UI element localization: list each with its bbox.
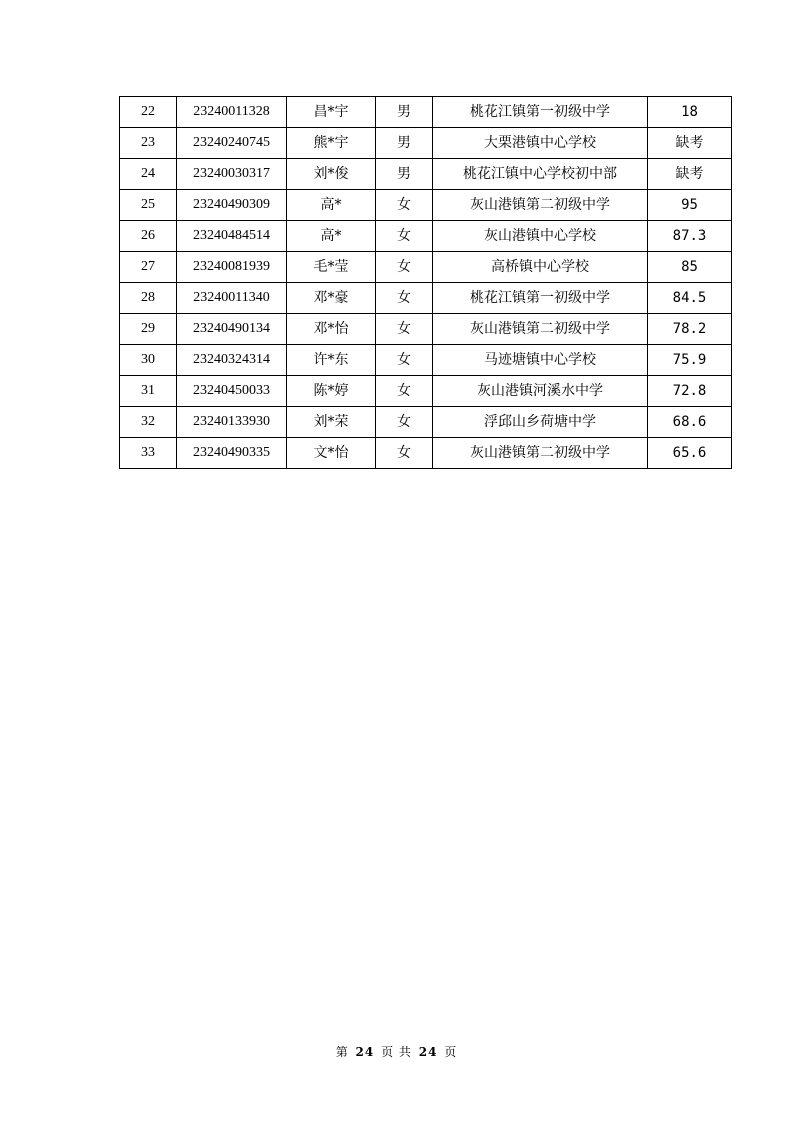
cell-gender: 女 bbox=[376, 438, 433, 469]
table-row bbox=[120, 97, 732, 128]
cell-school: 灰山港镇河溪水中学 bbox=[433, 376, 648, 407]
cell-score: 95 bbox=[648, 190, 732, 221]
cell-student-name: 邓*豪 bbox=[287, 283, 376, 314]
cell-seq-no: 29 bbox=[120, 314, 177, 345]
table-row bbox=[120, 159, 732, 190]
cell-school: 马迹塘镇中心学校 bbox=[433, 345, 648, 376]
cell-seq-no: 23 bbox=[120, 128, 177, 159]
cell-seq-no: 26 bbox=[120, 221, 177, 252]
cell-school: 灰山港镇第二初级中学 bbox=[433, 190, 648, 221]
cell-seq-no: 31 bbox=[120, 376, 177, 407]
cell-gender: 女 bbox=[376, 190, 433, 221]
cell-student-name: 文*怡 bbox=[287, 438, 376, 469]
cell-seq-no: 32 bbox=[120, 407, 177, 438]
table-row bbox=[120, 221, 732, 252]
table-body bbox=[120, 97, 732, 469]
cell-score: 84.5 bbox=[648, 283, 732, 314]
cell-gender: 男 bbox=[376, 97, 433, 128]
results-table bbox=[119, 96, 732, 469]
cell-school: 桃花江镇中心学校初中部 bbox=[433, 159, 648, 190]
cell-gender: 女 bbox=[376, 407, 433, 438]
cell-exam-id: 23240133930 bbox=[177, 407, 287, 438]
cell-exam-id: 23240450033 bbox=[177, 376, 287, 407]
cell-school: 桃花江镇第一初级中学 bbox=[433, 283, 648, 314]
cell-exam-id: 23240011340 bbox=[177, 283, 287, 314]
cell-student-name: 高* bbox=[287, 190, 376, 221]
cell-student-name: 陈*婷 bbox=[287, 376, 376, 407]
table-row bbox=[120, 438, 732, 469]
page-footer bbox=[0, 1043, 793, 1060]
cell-gender: 女 bbox=[376, 376, 433, 407]
cell-exam-id: 23240324314 bbox=[177, 345, 287, 376]
cell-exam-id: 23240490335 bbox=[177, 438, 287, 469]
cell-gender: 女 bbox=[376, 221, 433, 252]
cell-seq-no: 25 bbox=[120, 190, 177, 221]
cell-gender: 女 bbox=[376, 252, 433, 283]
cell-score: 18 bbox=[648, 97, 732, 128]
cell-seq-no: 24 bbox=[120, 159, 177, 190]
cell-seq-no: 33 bbox=[120, 438, 177, 469]
cell-student-name: 邓*怡 bbox=[287, 314, 376, 345]
cell-seq-no: 22 bbox=[120, 97, 177, 128]
cell-exam-id: 23240081939 bbox=[177, 252, 287, 283]
cell-gender: 女 bbox=[376, 314, 433, 345]
cell-score: 72.8 bbox=[648, 376, 732, 407]
cell-student-name: 刘*荣 bbox=[287, 407, 376, 438]
footer-total-pages: 24 bbox=[418, 1045, 438, 1059]
cell-school: 灰山港镇第二初级中学 bbox=[433, 438, 648, 469]
cell-score: 缺考 bbox=[648, 159, 732, 190]
cell-student-name: 毛*莹 bbox=[287, 252, 376, 283]
footer-current-page: 24 bbox=[355, 1045, 375, 1059]
table-row bbox=[120, 376, 732, 407]
cell-school: 大栗港镇中心学校 bbox=[433, 128, 648, 159]
cell-score: 缺考 bbox=[648, 128, 732, 159]
footer-page-word: 页 bbox=[381, 1045, 395, 1059]
cell-gender: 男 bbox=[376, 159, 433, 190]
cell-score: 68.6 bbox=[648, 407, 732, 438]
footer-suffix: 页 bbox=[444, 1045, 458, 1059]
cell-student-name: 高* bbox=[287, 221, 376, 252]
footer-total-word: 共 bbox=[398, 1045, 412, 1059]
table-row bbox=[120, 314, 732, 345]
cell-score: 87.3 bbox=[648, 221, 732, 252]
cell-school: 高桥镇中心学校 bbox=[433, 252, 648, 283]
cell-exam-id: 23240490309 bbox=[177, 190, 287, 221]
cell-gender: 男 bbox=[376, 128, 433, 159]
cell-score: 75.9 bbox=[648, 345, 732, 376]
cell-score: 85 bbox=[648, 252, 732, 283]
cell-exam-id: 23240490134 bbox=[177, 314, 287, 345]
cell-gender: 女 bbox=[376, 345, 433, 376]
cell-student-name: 刘*俊 bbox=[287, 159, 376, 190]
cell-exam-id: 23240240745 bbox=[177, 128, 287, 159]
table-row bbox=[120, 345, 732, 376]
table-row bbox=[120, 190, 732, 221]
footer-prefix: 第 bbox=[335, 1045, 349, 1059]
cell-student-name: 昌*宇 bbox=[287, 97, 376, 128]
cell-seq-no: 30 bbox=[120, 345, 177, 376]
table-row bbox=[120, 252, 732, 283]
cell-school: 灰山港镇中心学校 bbox=[433, 221, 648, 252]
table-row bbox=[120, 128, 732, 159]
cell-school: 灰山港镇第二初级中学 bbox=[433, 314, 648, 345]
cell-score: 78.2 bbox=[648, 314, 732, 345]
cell-exam-id: 23240011328 bbox=[177, 97, 287, 128]
cell-exam-id: 23240030317 bbox=[177, 159, 287, 190]
cell-student-name: 许*东 bbox=[287, 345, 376, 376]
cell-score: 65.6 bbox=[648, 438, 732, 469]
table-row bbox=[120, 407, 732, 438]
cell-student-name: 熊*宇 bbox=[287, 128, 376, 159]
cell-gender: 女 bbox=[376, 283, 433, 314]
table-row bbox=[120, 283, 732, 314]
cell-exam-id: 23240484514 bbox=[177, 221, 287, 252]
cell-school: 桃花江镇第一初级中学 bbox=[433, 97, 648, 128]
cell-school: 浮邱山乡荷塘中学 bbox=[433, 407, 648, 438]
cell-seq-no: 28 bbox=[120, 283, 177, 314]
cell-seq-no: 27 bbox=[120, 252, 177, 283]
